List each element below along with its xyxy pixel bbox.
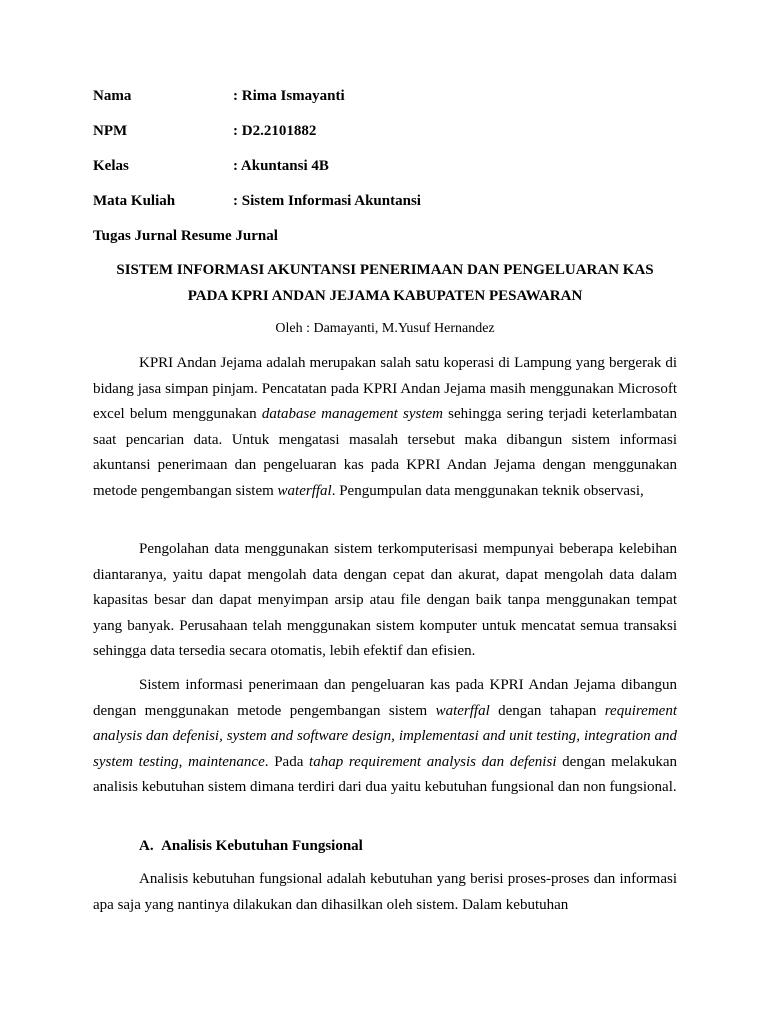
meta-row-kelas	[93, 158, 329, 175]
paragraph-2: Pengolahan data menggunakan sistem terkomputerisasi mempunyai beberapa kelebihan diantaranya, yaitu dapat mengolah data dengan cepat dan akurat, dapat mengolah data dalam kapasitas besar dan dapat menyimpan arsip atau file dengan baik tanpa menggunakan tempat yang banyak. Perusahaan telah menggunakan sistem komputer untuk mencatat semua transaksi sehingga data tersedia secara otomatis, lebih efektif dan efisien.	[93, 541, 677, 659]
p1-text-a: KPRI Andan Jejama adalah merupakan salah satu koperasi di Lampung yang bergerak di bidang jasa simpan pinjam. Pencatatan pada KPRI Andan Jejama masih menggunakan Microsoft excel belum menggunakan	[93, 355, 677, 422]
paragraph-4: Analisis kebutuhan fungsional adalah kebutuhan yang berisi proses-proses dan informasi apa saja yang nantinya dilakukan dan dihasilkan oleh sistem. Dalam kebutuhan	[93, 871, 677, 913]
p3-text-c: dengan tahapan	[489, 702, 605, 719]
kelas-label: Kelas	[93, 158, 129, 174]
p3-italic-tahap: tahap requirement analysis dan defenisi	[309, 753, 557, 770]
meta-row-tugas	[93, 228, 278, 245]
npm-label: NPM	[93, 123, 128, 139]
p3-text-g: dengan melakukan analisis kebutuhan sistem dimana terdiri dari dua yaitu kebutuhan fungsional dan non fungsional.	[93, 753, 677, 795]
section-heading-a: A. Analisis Kebutuhan Fungsional	[139, 838, 363, 854]
nama-value: : Rima Ismayanti	[233, 88, 345, 104]
paragraph-3	[93, 673, 677, 801]
p1-text-c: sehingga sering terjadi keterlambatan saat pencarian data. Untuk mengatasi masalah tersebut maka dibangun sistem informasi akuntansi penerimaan dan pengeluaran kas pada KPRI Andan Jejama dengan menggunakan metode pengembangan sistem	[93, 406, 677, 499]
mata-kuliah-value: : Sistem Informasi Akuntansi	[233, 193, 421, 209]
paragraph-1	[93, 351, 677, 504]
meta-row-npm	[93, 123, 316, 140]
document-title-line-1: SISTEM INFORMASI AKUNTANSI PENERIMAAN DAN PENGELUARAN KAS	[116, 262, 654, 278]
p3-text-a: Sistem informasi penerimaan dan pengeluaran kas pada KPRI Andan Jejama dibangun dengan menggunakan metode pengembangan sistem	[93, 677, 677, 719]
tugas-label: Tugas Jurnal	[93, 228, 178, 244]
npm-value: : D2.2101882	[233, 123, 317, 139]
p1-text-e: . Pengumpulan data menggunakan teknik observasi,	[331, 482, 644, 499]
document-title-line-2: PADA KPRI ANDAN JEJAMA KABUPATEN PESAWARAN	[187, 288, 583, 304]
meta-row-nama	[93, 88, 345, 105]
p1-italic-dbms: database management system	[261, 406, 443, 422]
nama-label: Nama	[93, 88, 132, 104]
p1-italic-waterfall: waterffal	[277, 482, 332, 499]
mata-kuliah-label: Mata Kuliah	[93, 193, 176, 209]
meta-row-mata-kuliah	[93, 193, 421, 210]
tugas-value: Resume Jurnal	[180, 228, 278, 244]
p3-text-e: . Pada	[264, 753, 310, 770]
p3-italic-stages: requirement analysis dan defenisi, system and software design, implementasi and unit testing, integration and system testing, maintenance	[93, 702, 677, 770]
author-line: Oleh : Damayanti, M.Yusuf Hernandez	[275, 321, 495, 336]
kelas-value: : Akuntansi 4B	[233, 158, 329, 174]
p3-italic-waterfall: waterffal	[435, 702, 490, 719]
